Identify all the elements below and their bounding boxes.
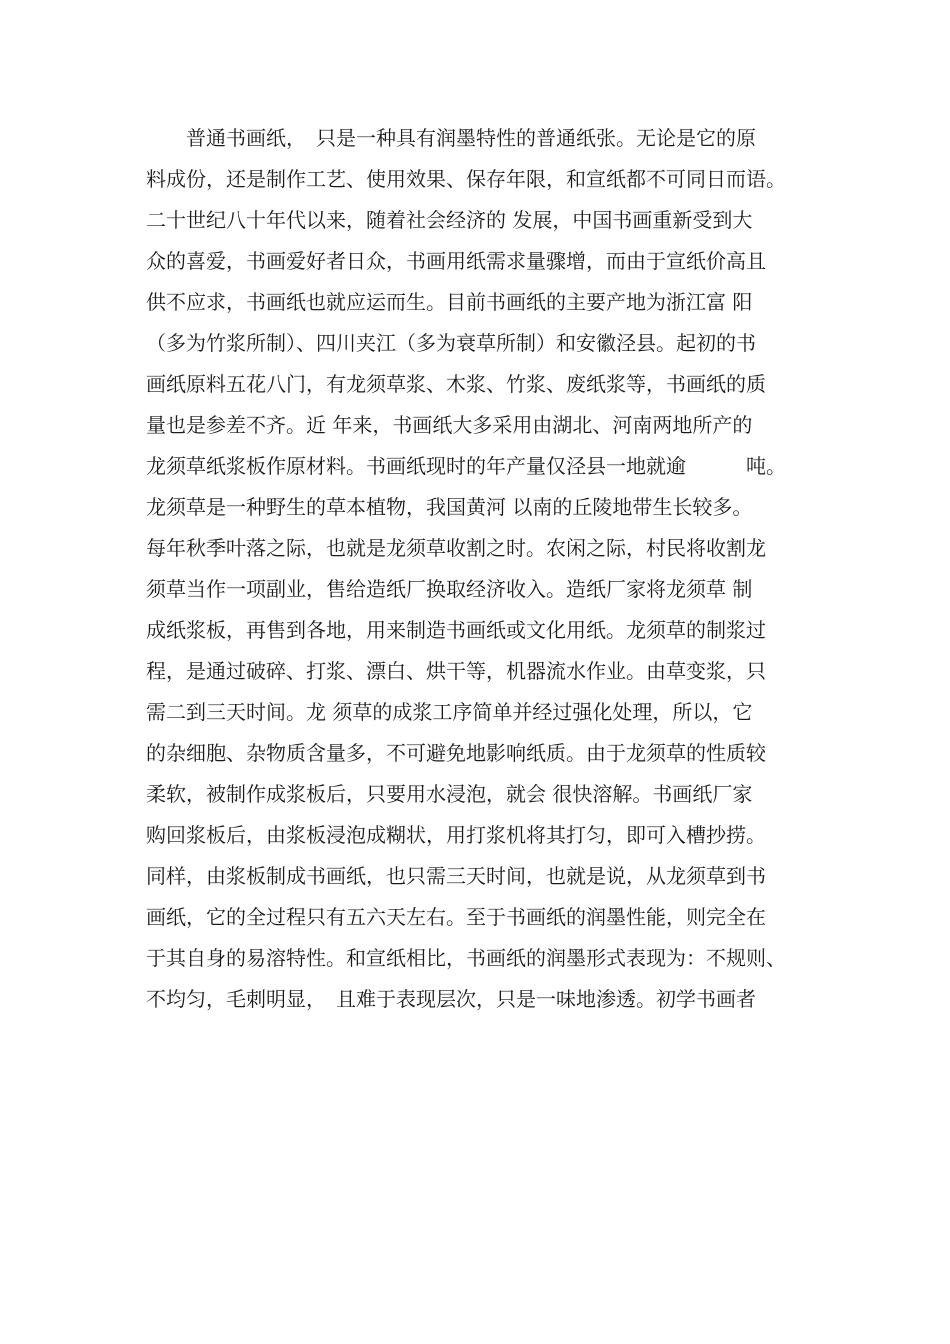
text-line: 程，是通过破碎、打浆、漂白、烘干等，机器流水作业。由草变浆，只 — [146, 659, 766, 683]
text-line: 同样，由浆板制成书画纸，也只需三天时间，也就是说，从龙须草到书 — [146, 864, 766, 888]
text-line: 龙须草纸浆板作原材料。书画纸现时的年产量仅泾县一地就逾 吨。 — [146, 454, 786, 478]
text-line: 二十世纪八十年代以来，随着社会经济的 发展，中国书画重新受到大 — [146, 208, 753, 232]
text-line: 每年秋季叶落之际，也就是龙须草收割之时。农闲之际，村民将收割龙 — [146, 536, 766, 560]
text-line: 的杂细胞、杂物质含量多，不可避免地影响纸质。由于龙须草的性质较 — [146, 741, 766, 765]
text-line: 料成份，还是制作工艺、使用效果、保存年限，和宣纸都不可同日而语。 — [146, 167, 786, 191]
text-line: 需二到三天时间。龙 须草的成浆工序简单并经过强化处理，所以，它 — [146, 700, 753, 724]
paragraph — [146, 118, 808, 1020]
text-line: 量也是参差不齐。近 年来，书画纸大多采用由湖北、河南两地所产的 — [146, 413, 753, 437]
text-line: 于其自身的易溶特性。和宣纸相比，书画纸的润墨形式表现为：不规则、 — [146, 946, 786, 970]
text-line: 龙须草是一种野生的草本植物，我国黄河 以南的丘陵地带生长较多。 — [146, 495, 753, 519]
text-line: 柔软，被制作成浆板后，只要用水浸泡，就会 很快溶解。书画纸厂家 — [146, 782, 753, 806]
text-line: 购回浆板后，由浆板浸泡成糊状，用打浆机将其打匀，即可入槽抄捞。 — [146, 823, 766, 847]
text-line: 普通书画纸， 只是一种具有润墨特性的普通纸张。无论是它的原 — [146, 126, 756, 150]
text-line: 成纸浆板，再售到各地，用来制造书画纸或文化用纸。龙须草的制浆过 — [146, 618, 766, 642]
text-line: 不均匀，毛刺明显， 且难于表现层次，只是一味地渗透。初学书画者 — [146, 987, 756, 1011]
text-line: 众的喜爱，书画爱好者日众，书画用纸需求量骤增，而由于宣纸价高且 — [146, 249, 766, 273]
text-line: 画纸，它的全过程只有五六天左右。至于书画纸的润墨性能，则完全在 — [146, 905, 766, 929]
text-line: 供不应求，书画纸也就应运而生。目前书画纸的主要产地为浙江富 阳 — [146, 290, 753, 314]
text-line: （多为竹浆所制）、四川夹江（多为衰草所制）和安徽泾县。起初的书 — [146, 331, 756, 355]
text-line: 画纸原料五花八门，有龙须草浆、木浆、竹浆、废纸浆等，书画纸的质 — [146, 372, 766, 396]
text-line: 须草当作一项副业，售给造纸厂换取经济收入。造纸厂家将龙须草 制 — [146, 577, 753, 601]
